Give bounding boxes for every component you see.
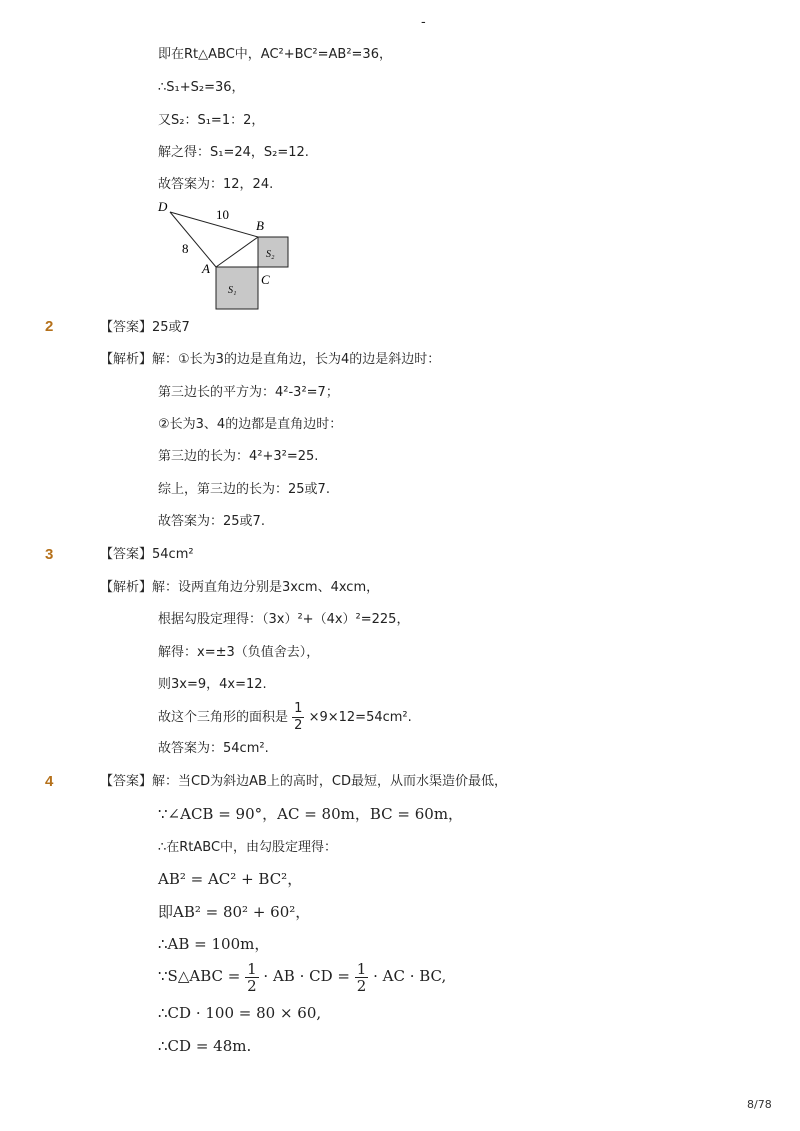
solution-line: 即AB² = 80² + 60²，: [158, 903, 311, 921]
solution-line: 解：①长为3的边是直角边，长为4的边是斜边时：: [152, 352, 441, 367]
answer-value: 54cm²: [152, 547, 194, 562]
solution-line: ∴AB = 100m，: [158, 935, 270, 953]
segment-db: [170, 212, 258, 237]
solution-line: · AC · BC,: [373, 967, 447, 985]
solution-line: 故答案为：12，24.: [158, 177, 274, 192]
answer-line: [100, 546, 194, 564]
answer-tag: 【答案】: [100, 774, 153, 789]
answer-line: [100, 773, 507, 791]
answer-value: 25或7: [152, 320, 190, 335]
answer-tag: 【答案】: [100, 547, 153, 562]
label-length-da: 8: [182, 241, 189, 256]
analysis-line: [100, 351, 440, 369]
square-s1: [216, 267, 258, 309]
question-number: 4: [45, 773, 54, 790]
question-number: 2: [45, 318, 54, 335]
fraction-one-half: [292, 701, 304, 734]
geometry-figure: [150, 196, 300, 316]
solution-line: 故答案为：25或7.: [158, 514, 265, 529]
header-mark: -: [421, 15, 426, 30]
solution-line: ∴S₁+S₂=36，: [158, 80, 245, 95]
question-number: 3: [45, 546, 54, 563]
solution-line: 解得：x=±3（负值舍去），: [158, 645, 320, 660]
solution-line: 解之得：S₁=24，S₂=12.: [158, 145, 309, 160]
solution-line: 综上，第三边的长为：25或7.: [158, 482, 330, 497]
solution-line: 故答案为：54cm².: [158, 741, 269, 756]
area-equation-line: [158, 958, 446, 994]
solution-line: 即在Rt△ABC中，AC²+BC²=AB²=36，: [158, 47, 392, 62]
label-b: B: [256, 218, 264, 233]
label-length-db: 10: [216, 207, 229, 222]
label-s1: S₁: [228, 285, 237, 296]
solution-line: 又S₂：S₁=1：2，: [158, 113, 265, 128]
solution-line: 则3x=9，4x=12.: [158, 677, 267, 692]
solution-line: ∵∠ACB = 90°，AC = 80m，BC = 60m，: [158, 805, 464, 823]
solution-line: AB² = AC² + BC²，: [158, 870, 303, 888]
solution-line: 第三边的长为：4²+3²=25.: [158, 449, 319, 464]
label-s2: S₂: [266, 249, 275, 260]
fraction-denominator: 2: [247, 976, 257, 995]
segment-da: [170, 212, 216, 267]
solution-line: ×9×12=54cm².: [308, 710, 412, 725]
fraction-numerator: 1: [247, 959, 257, 978]
fraction-one-half: [355, 961, 369, 994]
label-c: C: [261, 272, 270, 287]
solution-line: 根据勾股定理得：（3x）²+（4x）²=225，: [158, 612, 410, 627]
answer-line: [100, 319, 190, 337]
fraction-numerator: 1: [356, 959, 367, 978]
solution-line: ②长为3、4的边都是直角边时：: [158, 417, 343, 432]
solution-line: ∴CD = 48m.: [158, 1037, 252, 1055]
solution-line: · AB · CD =: [263, 967, 350, 985]
answer-tag: 【答案】: [100, 320, 153, 335]
solution-line: 故这个三角形的面积是: [158, 710, 289, 725]
solution-line: ∵S△ABC =: [158, 967, 241, 985]
page-number: 8/78: [747, 1098, 772, 1111]
fraction-denominator: 2: [356, 976, 367, 995]
solution-line: 解：当CD为斜边AB上的高时，CD最短，从而水渠造价最低，: [152, 774, 508, 789]
analysis-line: [100, 579, 379, 597]
label-a: A: [202, 261, 210, 276]
solution-line: 解：设两直角边分别是3xcm、4xcm，: [152, 580, 380, 595]
solution-line: ∴在RtABC中，由勾股定理得：: [158, 840, 338, 855]
fraction-numerator: 1: [294, 701, 303, 716]
analysis-tag: 【解析】: [100, 352, 153, 367]
analysis-tag: 【解析】: [100, 580, 153, 595]
segment-ab: [216, 237, 258, 267]
solution-line: 第三边长的平方为：4²-3²=7；: [158, 385, 339, 400]
solution-line: ∴CD · 100 = 80 × 60,: [158, 1004, 322, 1022]
area-line: [158, 700, 412, 736]
label-d: D: [158, 199, 168, 214]
fraction-one-half: [245, 961, 259, 994]
fraction-denominator: 2: [294, 718, 303, 733]
